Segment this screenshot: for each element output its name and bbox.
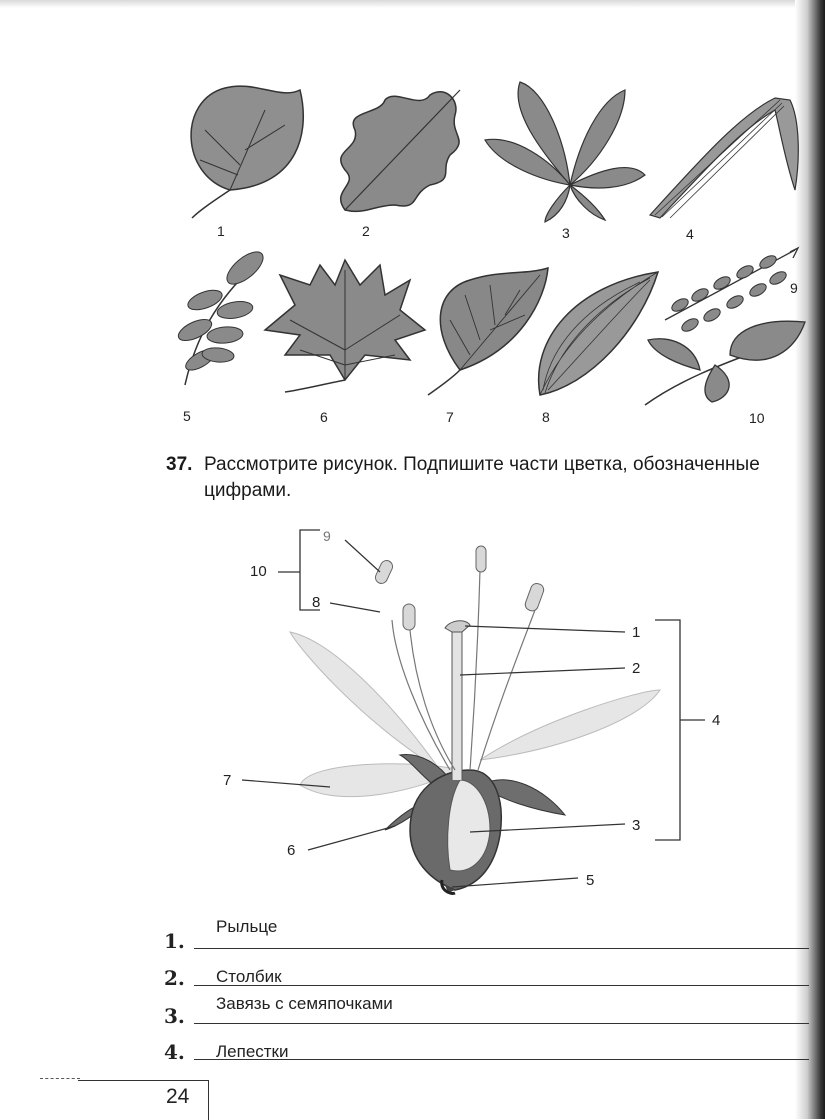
flower-label-4: 4 — [712, 712, 721, 729]
leaf-label-9: 9 — [790, 280, 798, 296]
leaf-label-3: 3 — [562, 225, 570, 241]
leaf-label-4: 4 — [686, 226, 694, 242]
answer-line-1[interactable] — [194, 948, 809, 949]
leaf-label-5: 5 — [183, 408, 191, 424]
leaf-label-6: 6 — [320, 409, 328, 425]
bracket-4 — [655, 620, 680, 840]
answer-row-2 — [164, 952, 809, 992]
flower-label-1: 1 — [632, 624, 641, 641]
flower-label-7: 7 — [223, 772, 232, 789]
answer-number-4: 4. — [164, 1040, 185, 1064]
flower-label-2: 2 — [632, 660, 641, 677]
leaf-label-10: 10 — [749, 410, 765, 426]
flower-label-9: 9 — [323, 528, 331, 544]
task-text: Рассмотрите рисунок. Подпишите части цветка, обозначенные цифрами. — [204, 454, 760, 501]
flower-label-5: 5 — [586, 872, 595, 889]
leaf-label-1: 1 — [217, 223, 225, 239]
answer-line-3[interactable] — [194, 1023, 809, 1024]
flower-label-10: 10 — [250, 563, 267, 580]
leaf-label-8: 8 — [542, 409, 550, 425]
answer-text-4: Лепестки — [216, 1042, 289, 1061]
answer-text-2: Столбик — [216, 967, 282, 986]
flower-ovary — [410, 770, 501, 893]
flower-pistil — [445, 621, 470, 780]
leaf-label-7: 7 — [446, 409, 454, 425]
answer-line-2[interactable] — [194, 985, 809, 986]
answer-line-4[interactable] — [194, 1059, 809, 1060]
answer-row-3 — [164, 990, 809, 1030]
flower-label-3: 3 — [632, 817, 641, 834]
footer-scribble — [40, 1078, 80, 1079]
task-number: 37. — [166, 454, 193, 475]
leaf-label-2: 2 — [362, 223, 370, 239]
answer-text-3: Завязь с семяпочками — [216, 994, 393, 1013]
page-number: 24 — [166, 1085, 190, 1108]
answer-number-1: 1. — [164, 929, 185, 953]
answer-text-1: Рыльце — [216, 917, 278, 936]
answer-number-3: 3. — [164, 1004, 185, 1028]
flower-anthers — [373, 546, 545, 630]
flower-label-8: 8 — [312, 594, 321, 611]
answer-number-2: 2. — [164, 966, 185, 990]
answer-row-1 — [164, 915, 809, 955]
answer-row-4 — [164, 1026, 809, 1066]
flower-label-6: 6 — [287, 842, 296, 859]
